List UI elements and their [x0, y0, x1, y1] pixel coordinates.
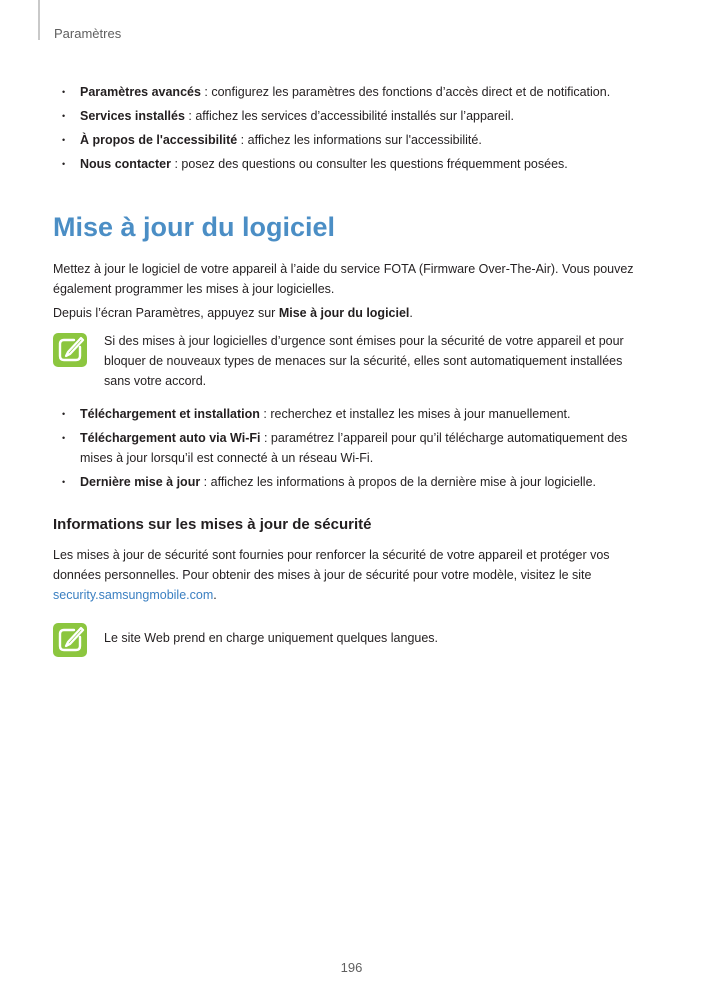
- section-title: Mise à jour du logiciel: [53, 212, 336, 242]
- list-item-desc: : affichez les informations sur l'accessibilité.: [237, 133, 482, 147]
- subsection-body-end: .: [213, 588, 217, 602]
- list-item: [62, 106, 652, 126]
- page-header-title: Paramètres: [54, 26, 122, 41]
- header-rule: [38, 0, 40, 40]
- note-pencil-icon: [53, 333, 87, 367]
- list-item: [62, 154, 652, 174]
- note-block: [53, 331, 648, 391]
- note-text: Le site Web prend en charge uniquement quelques langues.: [104, 631, 439, 645]
- security-website-link[interactable]: security.samsungmobile.com: [53, 588, 214, 602]
- list-item-desc: : posez des questions ou consulter les questions fréquemment posées.: [171, 157, 568, 171]
- note-text: Si des mises à jour logicielles d’urgence sont émises pour la sécurité de votre appareil et pour bloquer de nouveaux types de menaces sur la sécurité, elles sont automatiquement installées sans votre accord.: [104, 334, 624, 388]
- list-item: [62, 404, 652, 424]
- list-item-term: À propos de l'accessibilité: [80, 133, 238, 147]
- page-number: 196: [340, 960, 363, 975]
- subsection-title: Informations sur les mises à jour de sécurité: [53, 516, 372, 533]
- instruction-suffix: .: [409, 306, 413, 320]
- subsection-body-text: Les mises à jour de sécurité sont fournies pour renforcer la sécurité de votre appareil et protéger vos données personnelles. Pour obtenir des mises à jour de sécurité pour votre modèle, visitez le site: [53, 548, 610, 582]
- accessibility-options-list: [62, 82, 652, 178]
- list-item-term: Téléchargement et installation: [80, 407, 260, 421]
- note-block: [53, 621, 648, 648]
- list-item-desc: : paramétrez l’appareil pour qu’il télécharge automatiquement des mises à jour lorsqu’il est connecté à un réseau Wi-Fi.: [80, 431, 628, 465]
- list-item-term: Services installés: [80, 109, 185, 123]
- section-intro: Mettez à jour le logiciel de votre appareil à l’aide du service FOTA (Firmware Over-The-Air). Vous pouvez également programmer les mises à jour logicielles.: [53, 262, 634, 296]
- section-instruction: [53, 303, 648, 323]
- list-item-desc: : affichez les services d’accessibilité installés sur l’appareil.: [184, 109, 515, 123]
- list-item-desc: : configurez les paramètres des fonctions d’accès direct et de notification.: [200, 85, 611, 99]
- list-item-term: Paramètres avancés: [80, 85, 201, 99]
- instruction-prefix: Depuis l’écran Paramètres, appuyez sur: [53, 306, 279, 320]
- list-item-term: Nous contacter: [80, 157, 171, 171]
- list-item-desc: : affichez les informations à propos de la dernière mise à jour logicielle.: [200, 475, 597, 489]
- software-update-options-list: [62, 404, 652, 496]
- list-item: [62, 428, 652, 468]
- instruction-menu-name: Mise à jour du logiciel: [278, 306, 410, 320]
- subsection-body: [53, 545, 648, 605]
- note-pencil-icon: [53, 623, 87, 657]
- list-item-term: Téléchargement auto via Wi-Fi: [80, 431, 261, 445]
- list-item-term: Dernière mise à jour: [80, 475, 201, 489]
- list-item-desc: : recherchez et installez les mises à jour manuellement.: [259, 407, 571, 421]
- list-item: [62, 130, 652, 150]
- list-item: [62, 82, 652, 102]
- list-item: [62, 472, 652, 492]
